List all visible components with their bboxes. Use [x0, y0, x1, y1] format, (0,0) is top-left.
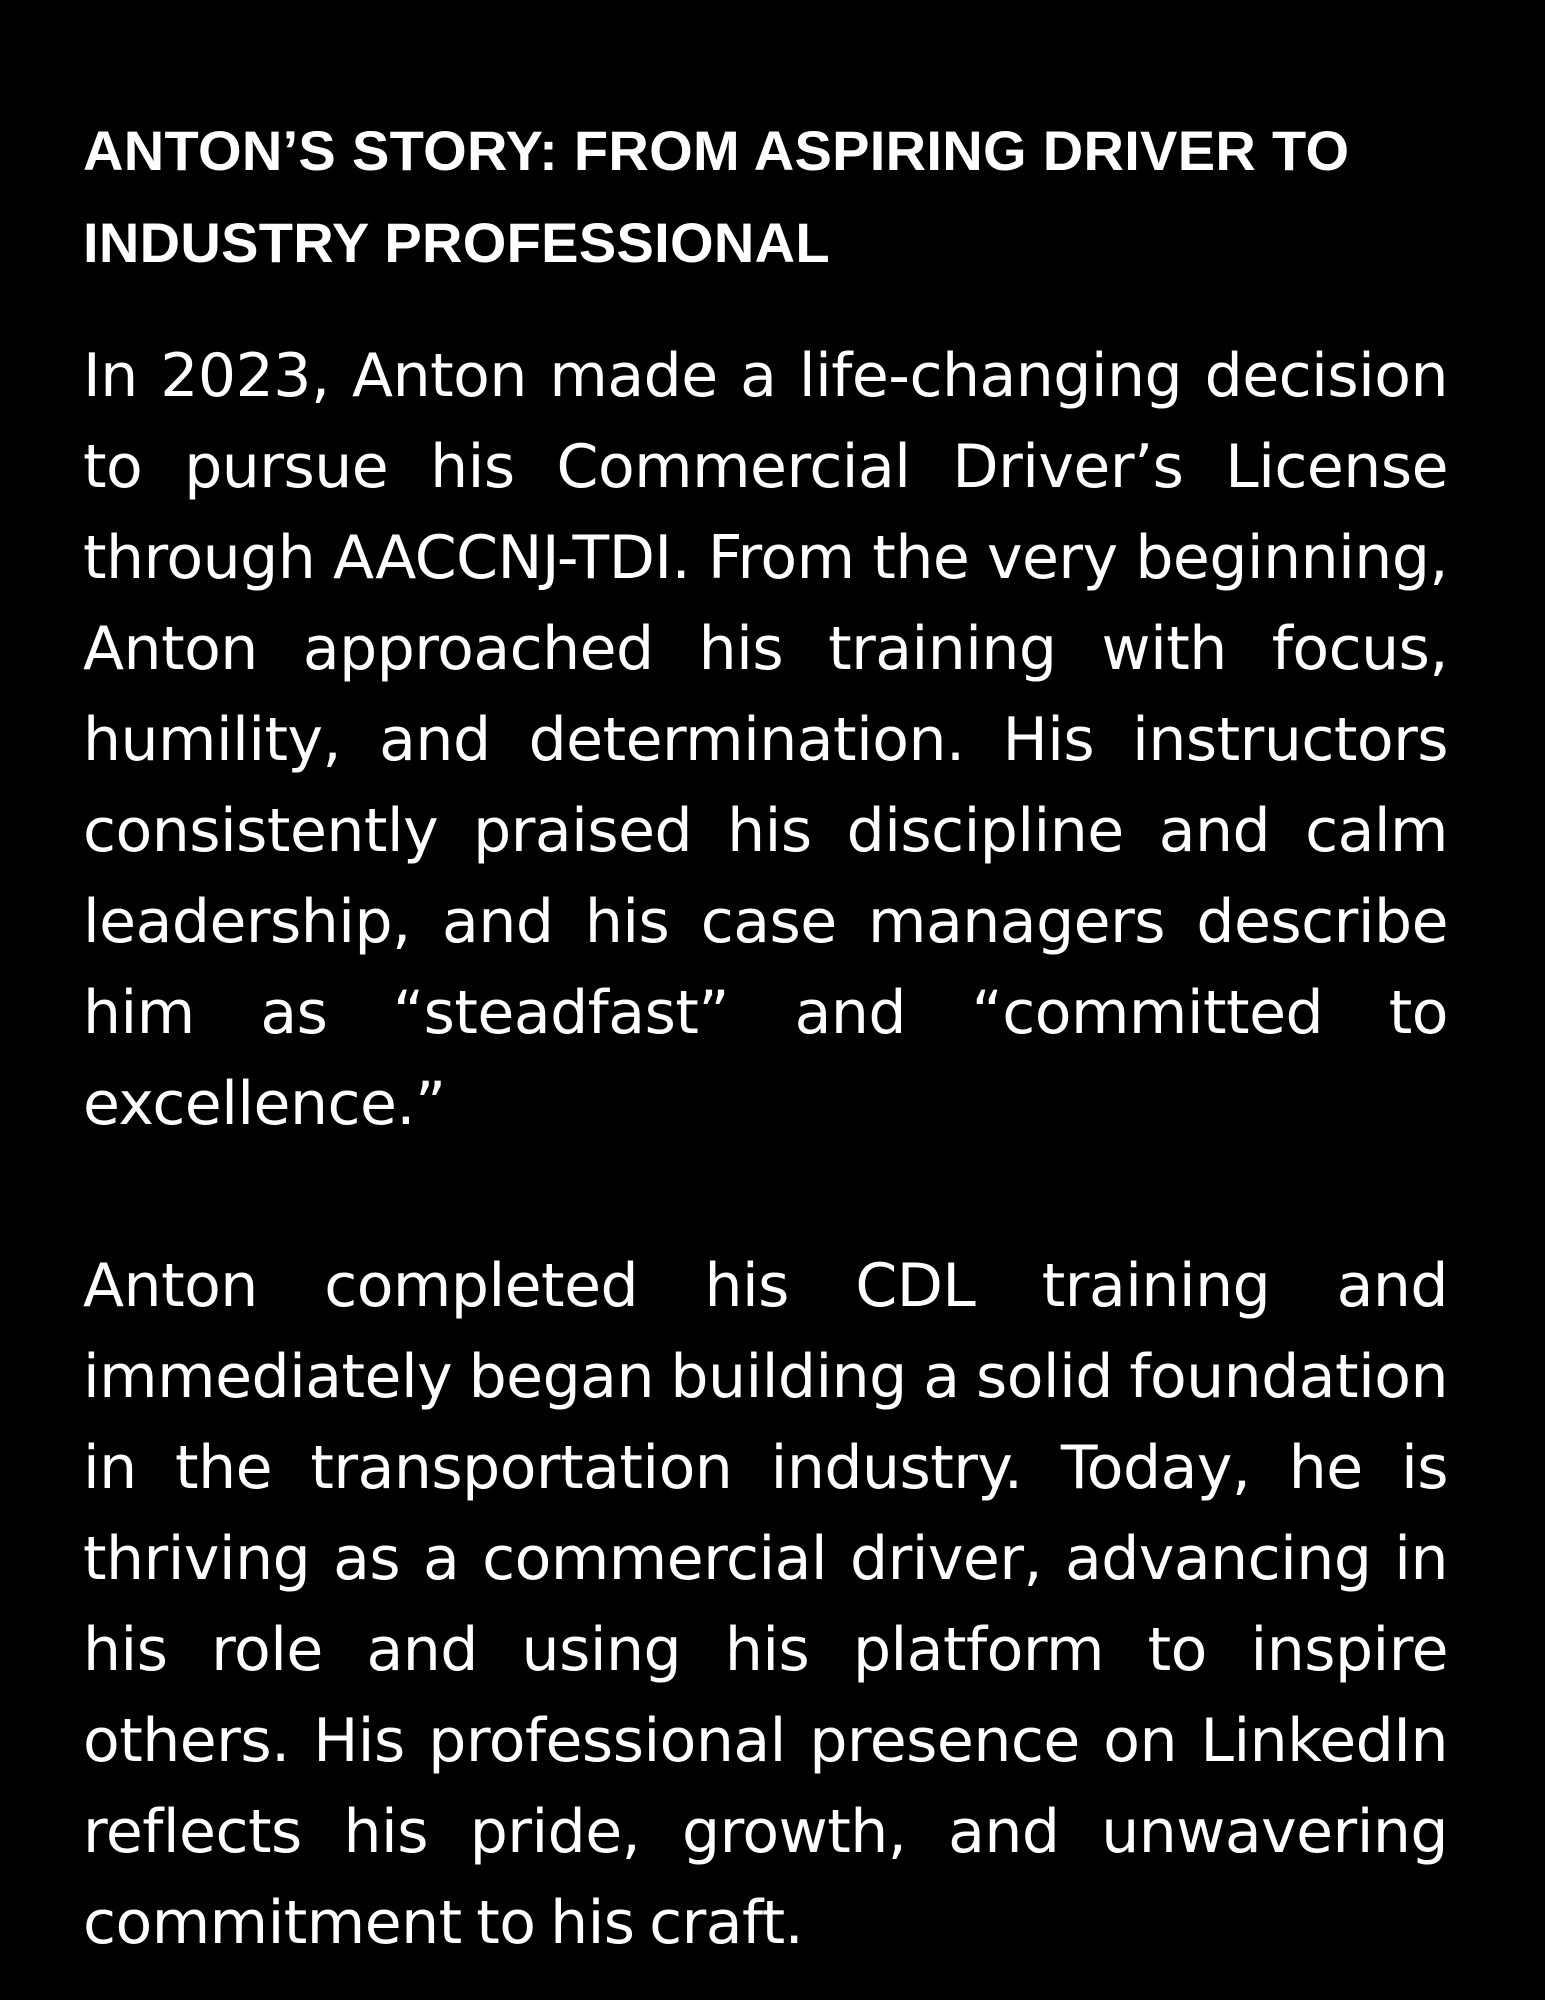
- article-paragraph-1: In 2023, Anton made a life-changing decision to pursue his Commercial Driver’s License through AACCNJ-TDI. From the very beginning, Anton approached his training with focus, humility, and determination. His instructors consistently praised his discipline and calm leadership, and his case managers describe him as “steadfast” and “committed to excellence.”: [83, 341, 1448, 1139]
- article-paragraph-2: Anton completed his CDL training and immediately began building a solid foundation in the transportation industry. Today, he is thriving as a commercial driver, advancing in his role and using his platform to inspire others. His professional presence on LinkedIn reflects his pride, growth, and unwavering commitment to his craft.: [83, 1251, 1448, 1958]
- article-title: ANTON’S STORY: FROM ASPIRING DRIVER TO INDUSTRY PROFESSIONAL: [83, 119, 1350, 274]
- article: [83, 105, 1448, 1969]
